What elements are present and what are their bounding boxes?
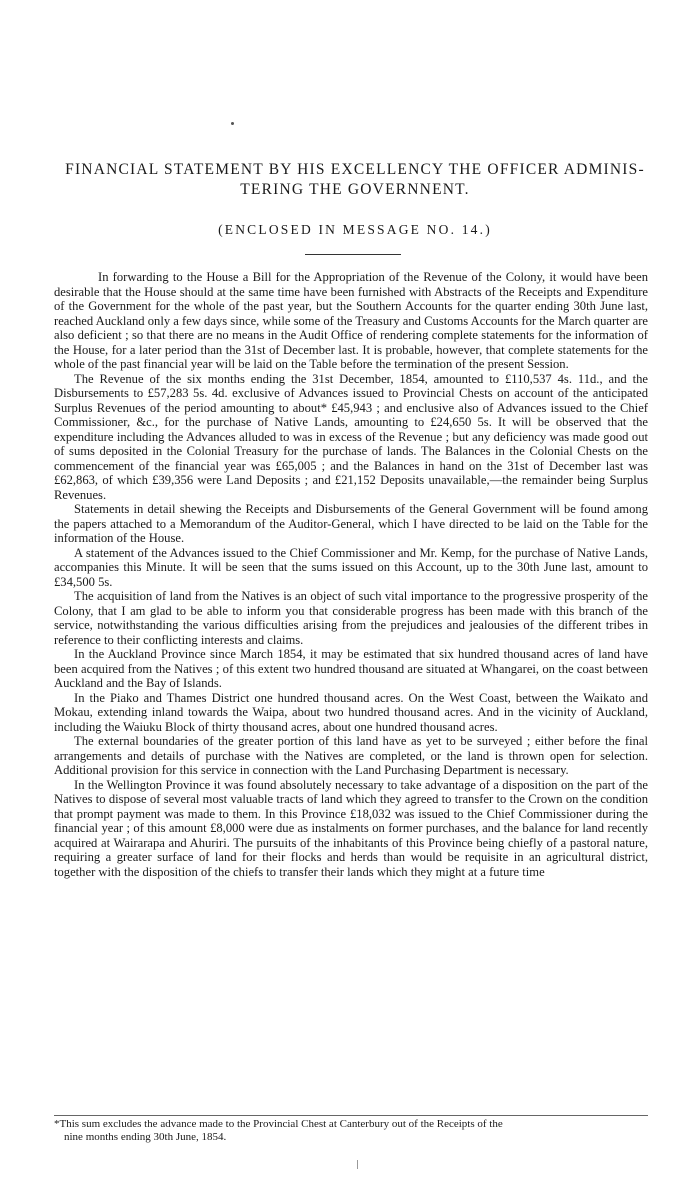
page-mark — [357, 1160, 358, 1169]
paragraph: The acquisition of land from the Natives is an object of such vital importance to the progressive prosperity of the Colony, that I am glad to be able to inform you that considerable progress has been made with this branch of the service, notwithstanding the various difficulties arising from the prejudices and jealousies of the different tribes in reference to their conflicting interests and claims. — [54, 589, 648, 647]
page-speck — [231, 122, 234, 125]
document-body — [54, 270, 648, 879]
title-line-2: TERING THE GOVERNNENT. — [240, 181, 470, 198]
paragraph: In the Piako and Thames District one hundred thousand acres. On the West Coast, between the Waikato and Mokau, extending inland towards the Waipa, about two hundred thousand acres. And in the vicinity of Auckland, including the Waiuku Block of thirty thousand acres, about one hundred thousand acres. — [54, 690, 648, 734]
title-line-1: FINANCIAL STATEMENT BY HIS EXCELLENCY THE OFFICER ADMINIS- — [65, 161, 645, 178]
paragraph: In the Wellington Province it was found absolutely necessary to take advantage of a disposition on the part of the Natives to dispose of several most valuable tracts of land which they agreed to transfer to the Crown on the condition that prompt payment was made to them. In this Province £18,032 was issued to the Chief Commissioner during the financial year ; of this amount £8,000 were due as instalments on former purchases, and the balance for land recently acquired at Wairarapa and Ahuriri. The pursuits of the inhabitants of this Province being chiefly of a pastoral nature, requiring a greater surface of land for their flocks and herds than would be requisite in an agricultural district, together with the disposition of the chiefs to transfer their lands which they might at a future time — [54, 777, 648, 879]
paragraph: The Revenue of the six months ending the 31st December, 1854, amounted to £110,537 4s. 11d., and the Disbursements to £57,283 5s. 4d. exclusive of Advances issued to Provincial Chests on account of the anticipated Surplus Revenues of the period amounting to about* £45,943 ; and enclusive also of Advances issued to the Chief Commissioner, &c., for the purchase of Native Lands, amounting to £24,650 5s. It will be observed that the expenditure including the Advances alluded to was in excess of the Revenue ; but any deficiency was made good out of sums deposited in the Colonial Treasury for the purchase of lands. The Balances in the Colonial Chests on the commencement of the financial year was £65,005 ; and the Balances in hand on the 31st of December last was £62,863, of which £39,356 were Land Deposits ; and £21,152 Deposits unavailable,—the remainder being Surplus Revenues. — [54, 371, 648, 502]
footnote-rule — [54, 1115, 648, 1116]
footnote — [54, 1118, 648, 1144]
paragraph: In the Auckland Province since March 1854, it may be estimated that six hundred thousand acres of land have been acquired from the Natives ; of this extent two hundred thousand are situated at Whangarei, on the coast between Auckland and the Bay of Islands. — [54, 647, 648, 690]
title-rule — [305, 254, 401, 255]
paragraph: In forwarding to the House a Bill for the Appropriation of the Revenue of the Colony, it would have been desirable that the House should at the same time have been furnished with Abstracts of the Receipts and Expenditure of the Government for the whole of the past year, but the Southern Accounts for the quarter ending 30th June last, reached Auckland only a few days since, while some of the Treasury and Customs Accounts for the March quarter are also deficient ; so that there are no means in the Audit Office of rendering complete statements for the information of the House, for a later period than the 31st of December last. It is probable, however, that complete statements for the whole of the past financial year will be laid on the Table before the termination of the present Session. — [54, 270, 648, 371]
paragraph: A statement of the Advances issued to the Chief Commissioner and Mr. Kemp, for the purchase of Native Lands, accompanies this Minute. It will be seen that the sums issued on this Account, up to the 30th June last, amount to £34,500 5s. — [54, 545, 648, 589]
document-subtitle: (ENCLOSED IN MESSAGE NO. 14.) — [218, 222, 492, 237]
footnote-line-2: nine months ending 30th June, 1854. — [64, 1131, 227, 1143]
paragraph: Statements in detail shewing the Receipts and Disbursements of the General Government will be found among the papers attached to a Memorandum of the Auditor-General, which I have directed to be laid on the Table for the information of the House. — [54, 502, 648, 545]
document-title — [55, 160, 655, 200]
paragraph: The external boundaries of the greater portion of this land have as yet to be surveyed ; either before the final arrangements and details of purchase with the Natives are completed, or the land is thrown open for selection. Additional provision for this service in connection with the Land Purchasing Department is necessary. — [54, 734, 648, 777]
footnote-line-1: *This sum excludes the advance made to the Provincial Chest at Canterbury out of the Receipts of the — [54, 1118, 503, 1130]
